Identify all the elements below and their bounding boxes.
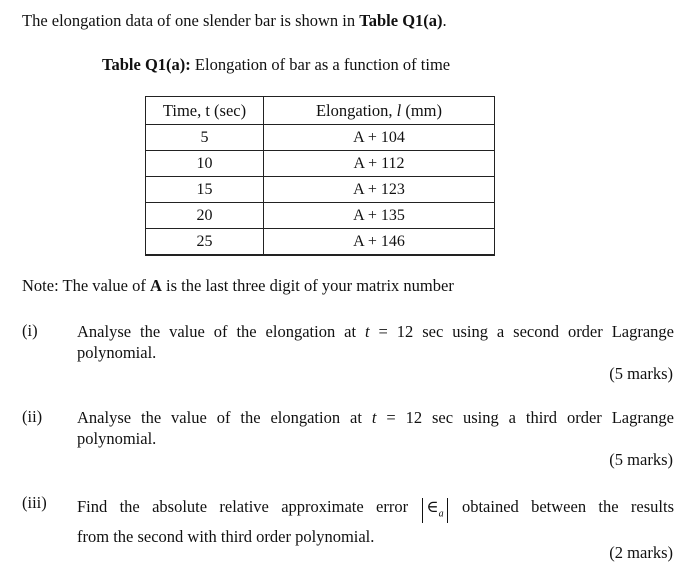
marks-iii: (2 marks): [609, 543, 673, 562]
header-elongation-suffix: (mm): [401, 100, 443, 120]
note-suffix: is the last three digit of your matrix number: [161, 276, 454, 295]
cell-elongation: A + 146: [264, 229, 495, 256]
table-header-row: [146, 97, 495, 125]
table-row: [146, 177, 495, 203]
question-line-1: [77, 321, 674, 342]
question-text-iii: [77, 493, 674, 551]
caption-label: Table Q1(a):: [102, 55, 191, 74]
cell-time: 10: [146, 151, 264, 177]
epsilon-symbol: ∈: [426, 497, 439, 516]
cell-elongation: A + 135: [264, 203, 495, 229]
intro-table-ref: Table Q1(a): [359, 11, 443, 30]
question-line-2: polynomial.: [77, 429, 157, 448]
epsilon-subscript: a: [438, 508, 444, 520]
question-number-ii: (ii): [22, 407, 43, 426]
question-text-part: Analyse the value of the elongation at: [77, 322, 365, 341]
question-text-part: Analyse the value of the elongation at: [77, 408, 372, 427]
question-number-iii: (iii): [22, 493, 47, 512]
table-row: [146, 151, 495, 177]
table-row: [146, 125, 495, 151]
note-prefix: Note: The value of: [22, 276, 150, 295]
question-text-i: [77, 321, 674, 363]
cell-time: 15: [146, 177, 264, 203]
absolute-error-symbol: [422, 498, 447, 523]
cell-elongation: A + 123: [264, 177, 495, 203]
table-row: [146, 203, 495, 229]
question-line-1: [77, 407, 674, 428]
question-line-2: polynomial.: [77, 343, 157, 362]
note-bold-a: A: [150, 276, 162, 295]
cell-elongation: A + 112: [264, 151, 495, 177]
marks-ii: (5 marks): [609, 450, 673, 469]
header-elongation: [264, 97, 495, 125]
elongation-table: [145, 96, 495, 256]
marks-i: (5 marks): [609, 364, 673, 383]
table-row: [146, 229, 495, 256]
caption-text: Elongation of bar as a function of time: [190, 55, 451, 74]
question-variable: t: [365, 322, 370, 341]
header-time: Time, t (sec): [146, 97, 264, 125]
question-text-part: Find the absolute relative approximate error: [77, 497, 421, 516]
cell-time: 25: [146, 229, 264, 256]
cell-elongation: A + 104: [264, 125, 495, 151]
header-elongation-prefix: Elongation,: [315, 100, 397, 120]
note-paragraph: [22, 276, 454, 296]
question-line-2: from the second with third order polynomial.: [77, 527, 375, 547]
question-text-part: = 12 sec using a second order Lagrange: [369, 322, 674, 341]
question-text-ii: [77, 407, 674, 449]
question-text-part: = 12 sec using a third order Lagrange: [376, 408, 674, 427]
question-text-part: obtained between the results: [449, 497, 674, 516]
intro-paragraph: [22, 11, 447, 31]
table-caption: [102, 55, 450, 75]
header-elongation-var: l: [396, 100, 402, 120]
intro-end: .: [442, 11, 447, 30]
question-number-i: (i): [22, 321, 38, 340]
intro-text: The elongation data of one slender bar is shown in: [22, 11, 360, 30]
question-line-1: [77, 493, 674, 523]
question-variable: t: [371, 408, 377, 427]
cell-time: 20: [146, 203, 264, 229]
cell-time: 5: [146, 125, 264, 151]
